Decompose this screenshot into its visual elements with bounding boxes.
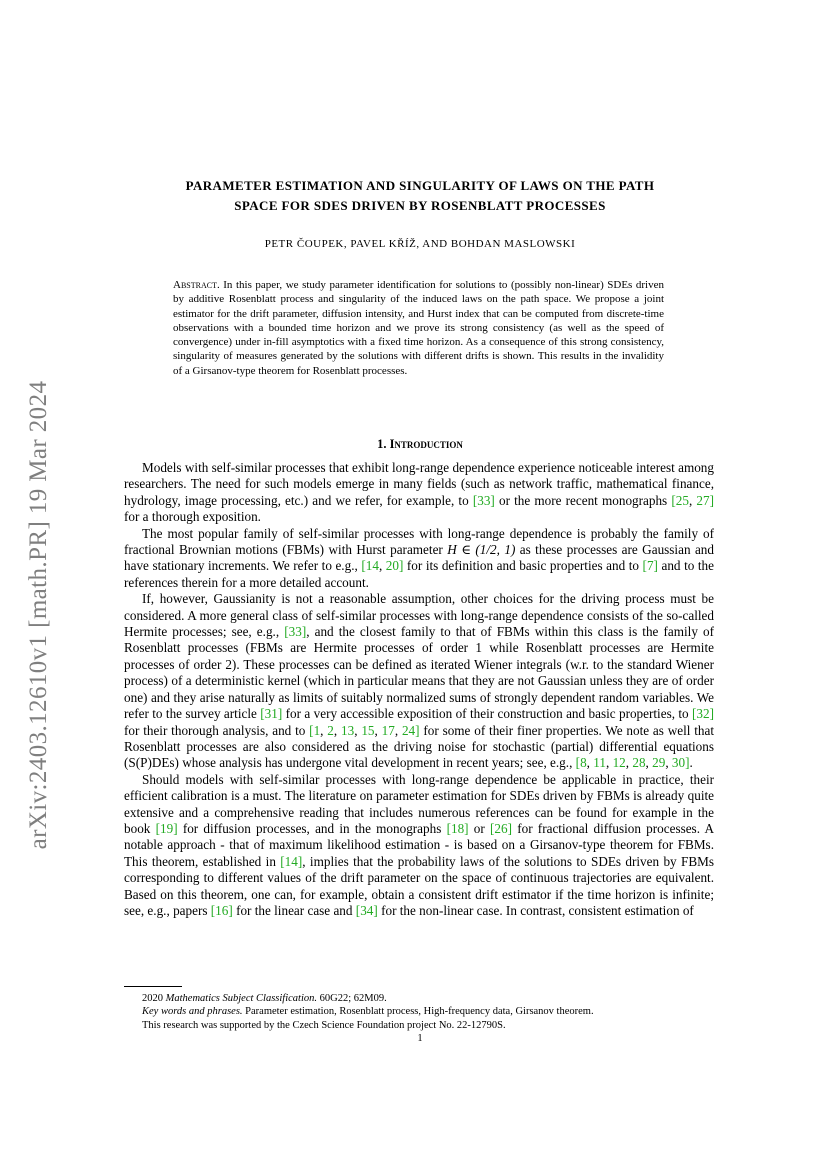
text-run: for its definition and basic properties and to <box>403 558 643 574</box>
citation-link[interactable]: 17 <box>381 722 395 738</box>
title-line-2: SPACE FOR SDES DRIVEN BY ROSENBLATT PROCESSES <box>234 198 606 213</box>
citation-link[interactable]: [25 <box>671 492 689 508</box>
text-run: , implies that the probability laws of the solutions to SDEs driven by FBMs corresponding to different values of the drift parameter on the space of continuous trajectories are equivalent. Based on this theorem, one can, for example, obtain a consistent drift estimator if the time horizon is infinite; see, e.g., papers <box>124 853 714 918</box>
citation-link[interactable]: [7] <box>642 558 658 574</box>
footnote-support: This research was supported by the Czech Science Foundation project No. 22-12790S. <box>142 1019 506 1031</box>
citation-link[interactable]: [19] <box>155 820 178 836</box>
text-run: or the more recent monographs <box>494 492 672 508</box>
citation-link[interactable]: 2 <box>327 722 334 738</box>
text-run: for the linear case and <box>232 902 356 918</box>
text-run: , <box>374 722 382 738</box>
abstract-text: In this paper, we study parameter identification for solutions to (possibly non-linear) SDEs driven by additive Rosenblatt process and singularity of the induced laws on the path space. We propose a joint estimator for the drift parameter, diffusion intensity, and Hurst index that can be computed from discrete-time observations with a bounded time horizon and we prove its strong consistency (as well as the speed of convergence) under in-fill asymptotics with a fixed time horizon. As a consequence of this strong consistency, singularity of measures generated by the solutions with different drifts is shown. This results in the invalidity of a Girsanov-type theorem for Rosenblatt processes. <box>173 279 664 377</box>
paper-title <box>110 176 730 216</box>
text-run: Models with self-similar processes that exhibit long-range dependence experience noticeable interest among researchers. The need for such models emerge in many fields (such as network traffic, mathematical finance, hydrology, image processing, etc.) and we refer, for example, to <box>124 460 714 508</box>
section-number: 1. <box>377 437 387 451</box>
msc-codes: 60G22; 62M09. <box>316 993 387 1004</box>
text-run: . <box>689 755 693 771</box>
citation-link[interactable]: 24] <box>401 722 420 738</box>
citation-link[interactable]: 30] <box>671 755 690 771</box>
citation-link[interactable]: [33] <box>472 492 495 508</box>
text-run: If, however, Gaussianity is not a reasonable assumption, other choices for the driving process must be considered. A more general class of self-similar processes with long-range dependence consists of the so-called Hermite processes; see, e.g., <box>124 591 714 640</box>
paragraph-2 <box>124 526 714 592</box>
citation-link[interactable]: [8 <box>575 755 587 771</box>
citation-link[interactable]: [31] <box>260 706 283 722</box>
keywords-label: Key words and phrases. <box>142 1006 243 1018</box>
citation-link[interactable]: [18] <box>446 820 469 836</box>
text-run: , <box>378 558 386 574</box>
text-run: for the non-linear case. In contrast, consistent estimation of <box>377 902 694 918</box>
text-run: , <box>394 722 402 738</box>
footnote-msc <box>124 992 724 1005</box>
abstract <box>173 278 664 378</box>
citation-link[interactable]: [33] <box>284 624 307 640</box>
citation-link[interactable]: 27] <box>696 492 714 508</box>
text-run: and to the references therein for a more detailed account. <box>124 558 714 590</box>
math-inline: H ∈ (1/2, 1) <box>447 542 516 558</box>
section-title-text: Introduction <box>389 437 463 451</box>
citation-link[interactable]: 13 <box>341 722 355 738</box>
citation-link[interactable]: 29 <box>652 755 666 771</box>
text-run: , <box>333 722 342 738</box>
text-run: , <box>665 755 672 771</box>
text-run: for some of their finer properties. We note as well that Rosenblatt processes are also considered as the driving noise for stochastic (partial) differential equations (S(P)DEs) whose analysis has undergone vital development in recent years; see, e.g., <box>124 722 715 771</box>
arxiv-identifier <box>14 345 64 885</box>
section-heading <box>110 437 730 452</box>
text-run: for a thorough exposition. <box>124 509 261 525</box>
text-run: , <box>354 722 362 738</box>
msc-year: 2020 <box>142 993 166 1004</box>
text-run: , <box>645 755 653 771</box>
paragraph-1 <box>124 460 714 526</box>
citation-link[interactable]: 11 <box>593 755 606 771</box>
citation-link[interactable]: 20] <box>385 558 404 574</box>
citation-link[interactable]: [14 <box>361 558 379 574</box>
page-number: 1 <box>417 1033 423 1044</box>
arxiv-identifier-text: arXiv:2403.12610v1 [math.PR] 19 Mar 2024 <box>25 380 52 850</box>
keywords-text: Parameter estimation, Rosenblatt process, High-frequency data, Girsanov theorem. <box>242 1006 594 1018</box>
text-run: for fractional diffusion processes. A notable approach - that of maximum likelihood estimation - is based on a Girsanov-type theorem for FBMs. This theorem, established in <box>124 820 715 869</box>
citation-link[interactable]: [16] <box>210 902 233 918</box>
text-run: for diffusion processes, and in the monographs <box>177 820 447 836</box>
text-run: , <box>605 755 613 771</box>
citation-link[interactable]: [26] <box>490 820 512 836</box>
text-run: , <box>320 722 328 738</box>
text-run: , <box>688 492 697 508</box>
text-run: for a very accessible exposition of their construction and basic properties, to <box>282 706 693 722</box>
footnote-rule <box>124 986 182 987</box>
paragraph-4 <box>124 772 714 920</box>
citation-link[interactable]: [32] <box>692 706 715 722</box>
text-run: , and the closest family to that of FBMs within this class is the family of Rosenblatt processes (FBMs are Hermite processes of order 1 while Rosenblatt processes are Hermite processes of order 2). These processes can be defined as iterated Wiener integrals (w.r. to the standard Wiener process) of a deterministic kernel (which in particular means that they are not Gaussian unless they are of order one) and they arise naturally as limits of suitably normalized sums of strongly dependent random variables. We refer to the survey article <box>124 624 714 722</box>
text-run: as these processes are Gaussian and have stationary increments. We refer to e.g., <box>124 542 714 574</box>
text-run: The most popular family of self-similar processes with long-range dependence is probably the family of fractional Brownian motions (FBMs) with Hurst parameter <box>124 525 714 558</box>
text-run: Should models with self-similar processes with long-range dependence be applicable in practice, their efficient calibration is a must. The literature on parameter estimation for SDEs driven by FBMs is already quite extensive and a comprehensive reading that includes numerous references can be found for example in the book <box>124 771 714 836</box>
text-run: for their thorough analysis, and to <box>124 722 310 738</box>
msc-label: Mathematics Subject Classification. <box>165 993 317 1004</box>
citation-link[interactable]: [34] <box>355 902 378 918</box>
title-line-1: PARAMETER ESTIMATION AND SINGULARITY OF LAWS ON THE PATH <box>185 178 655 193</box>
citation-link[interactable]: 28 <box>632 755 646 771</box>
text-run: or <box>468 820 490 836</box>
citation-link[interactable]: [14] <box>280 853 303 869</box>
citation-link[interactable]: [1 <box>309 722 321 738</box>
footnote-keywords <box>124 1005 724 1018</box>
authors: PETR ČOUPEK, PAVEL KŘÍŽ, AND BOHDAN MASLOWSKI <box>264 238 576 250</box>
introduction-body <box>124 460 714 919</box>
text-run: , <box>586 755 594 771</box>
citation-link[interactable]: 12 <box>612 755 626 771</box>
abstract-label: Abstract. <box>173 279 220 291</box>
citation-link[interactable]: 15 <box>361 722 375 738</box>
text-run: , <box>625 755 633 771</box>
paragraph-3 <box>124 591 714 771</box>
footnotes <box>124 992 724 1032</box>
